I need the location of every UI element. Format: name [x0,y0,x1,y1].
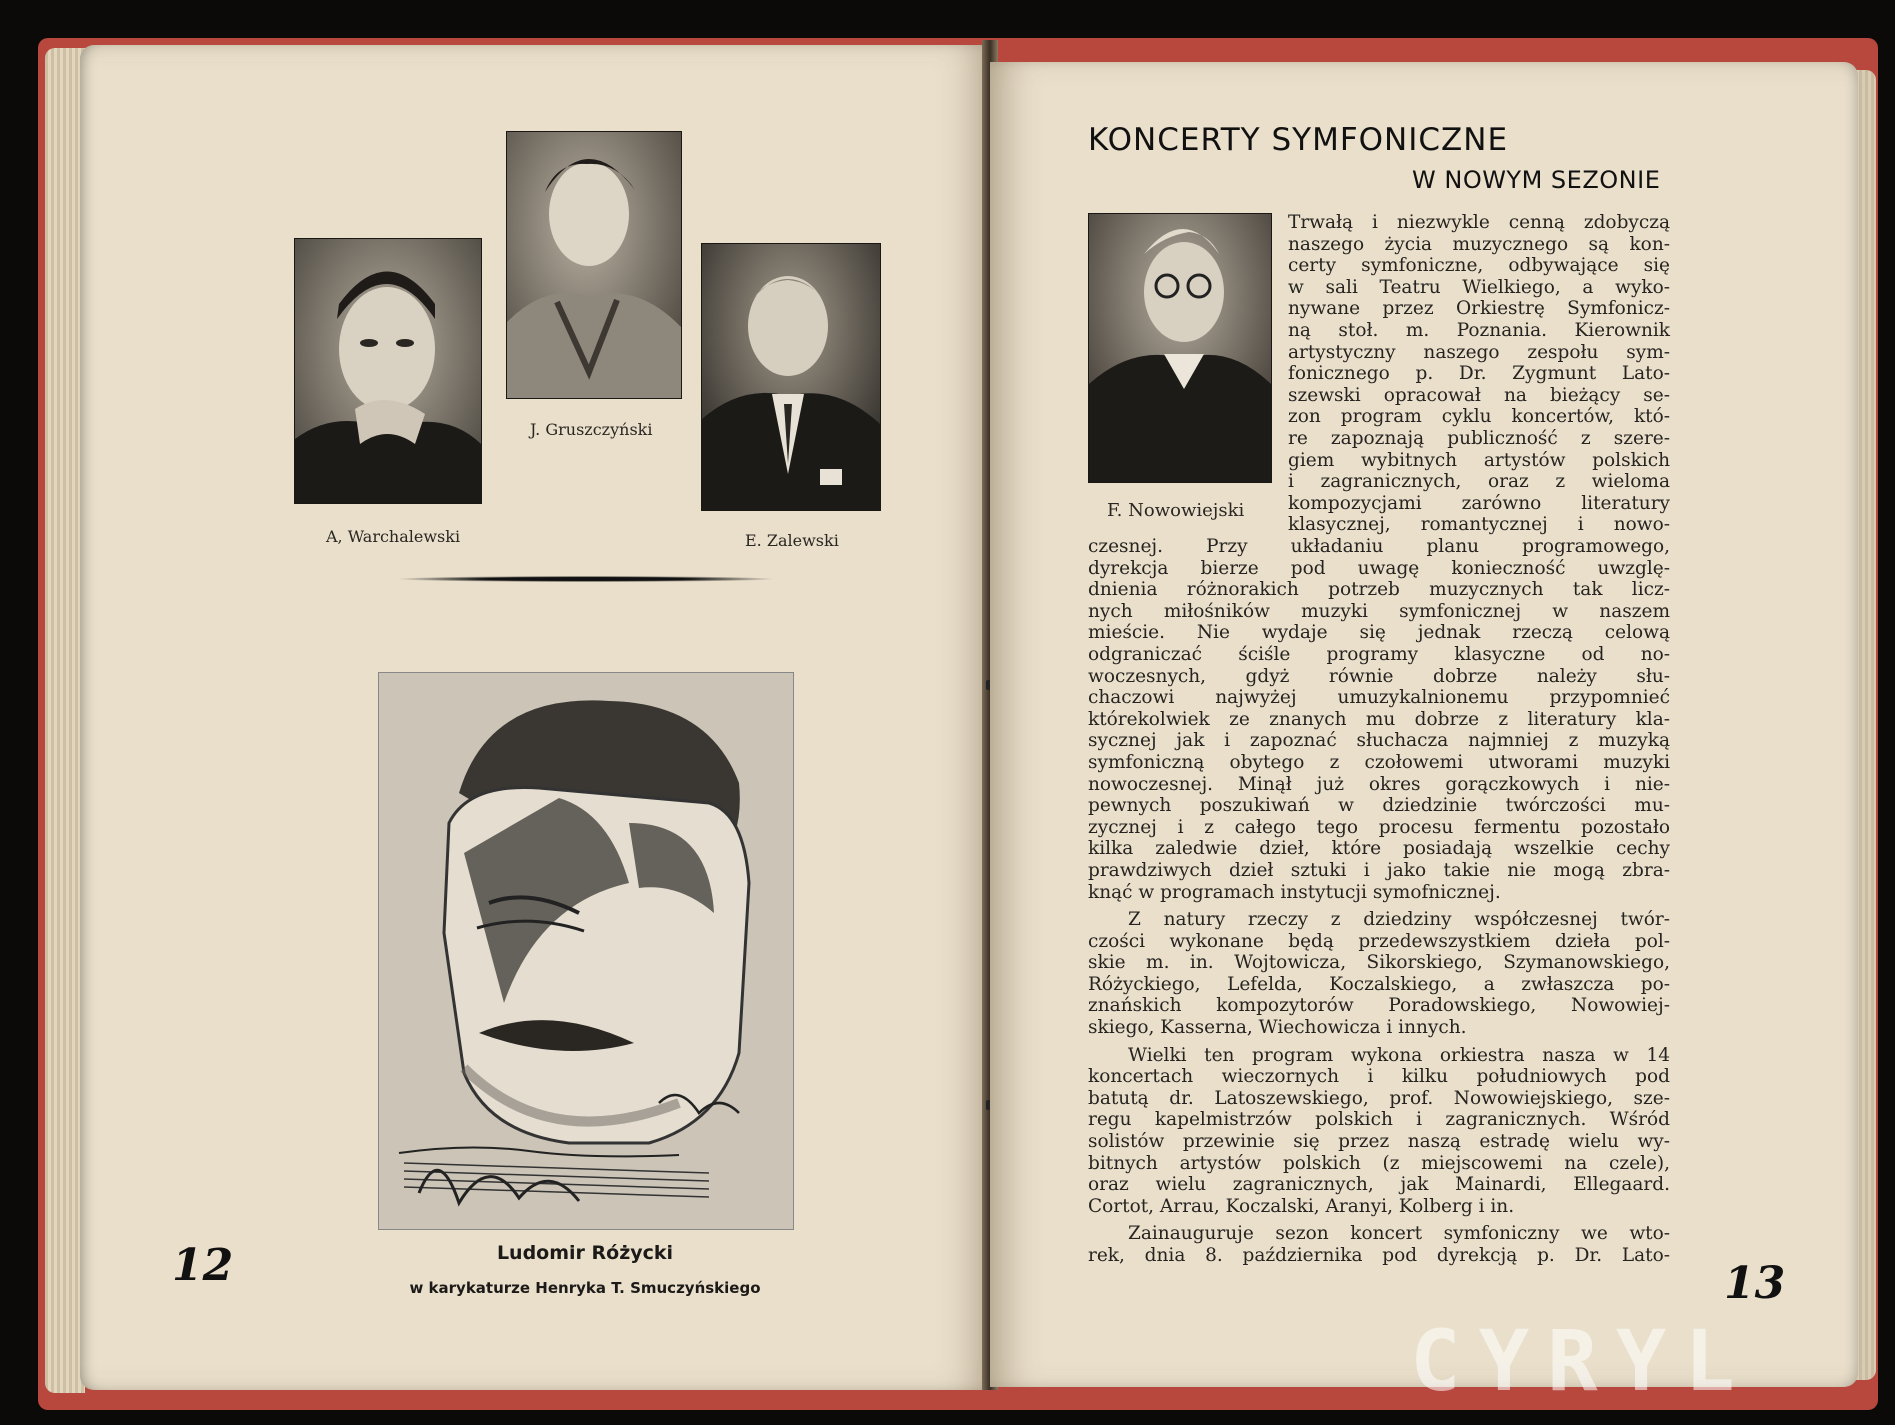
text-line: Wielki ten program wykona orkiestra nasza w 14 [1128,1044,1670,1066]
article-title: KONCERTY SYMFONICZNE [1088,122,1509,158]
text-line: symfoniczną obytego z czołowemi utworami muzyki [1088,751,1670,773]
text-line: którekolwiek ze znanych mu dobrze z literatury kla- [1088,708,1670,730]
text-line: koncertach wieczornych i kilku południowych pod [1088,1066,1670,1088]
text-line: chaczowi najwyżej umuzykalnionemu przypomnieć [1088,687,1670,709]
caption-gruszczynski: J. Gruszczyński [530,420,653,439]
page-number-left: 12 [172,1240,234,1291]
page-number-right: 13 [1724,1258,1786,1309]
text-line: sycznej jak i zapoznać słuchacza najmniej z muzyką [1088,730,1670,752]
text-line: batutą dr. Latoszewskiego, prof. Nowowiejskiego, sze- [1088,1087,1670,1109]
text-line: nywane przez Orkiestrę Symfonicz- [1288,298,1670,320]
text-line: regu kapelmistrzów polskich i zagranicznych. Wśród [1088,1109,1670,1131]
photo-nowowiejski [1088,213,1272,483]
text-line: re zapoznają publiczność z szere- [1288,427,1670,449]
caricature-caption-name: Ludomir Różycki [496,1242,674,1264]
article-subtitle: W NOWYM SEZONIE [1412,166,1661,194]
text-line: w sali Teatru Wielkiego, a wyko- [1288,276,1670,298]
text-line: naszego życia muzycznego są kon- [1288,233,1670,255]
photo-zalewski [701,243,881,511]
text-line: Zainauguruje sezon koncert symfoniczny we wto- [1128,1223,1670,1245]
text-line: knąć w programach instytucji symofnicznej. [1088,881,1501,903]
watermark: CYRYL [1410,1312,1753,1410]
text-line: czości wykonane będą przedewszystkiem dzieła pol- [1088,930,1670,952]
text-line: certy symfoniczne, odbywające się [1288,255,1670,277]
text-line: artystyczny naszego zespołu sym- [1288,341,1670,363]
text-line: bitnych artystów polskich (z miejscowemi na czele), [1088,1152,1670,1174]
caption-warchalewski: A, Warchalewski [326,527,461,546]
text-line: szewski opracował na bieżący se- [1288,384,1670,406]
text-line: Trwałą i niezwykle cenną zdobyczą [1288,212,1670,233]
text-line: fonicznego p. Dr. Zygmunt Lato- [1288,363,1670,385]
text-line: zycznej i z całego tego procesu fermentu pozostało [1088,816,1670,838]
text-line: mieście. Nie wydaje się jednak rzeczą celową [1088,622,1670,644]
text-line: solistów przewinie się przez naszą estradę wielu wy- [1088,1131,1670,1153]
text-line: i zagranicznych, oraz z wieloma [1288,471,1670,493]
text-line: woczesnych, gdyż równie dobrze należy słu- [1088,665,1670,687]
article-column-text [1288,212,1670,536]
text-line: klasycznej, romantycznej i nowo- [1288,514,1670,536]
text-line: kilka zaledwie dzieł, które posiadają wszelkie cechy [1088,838,1670,860]
text-line: Cortot, Arrau, Koczalski, Aranyi, Kolberg i in. [1088,1195,1515,1217]
text-line: Z natury rzeczy z dziedziny współczesnej twór- [1128,909,1670,931]
photo-warchalewski [294,238,482,504]
text-line: skie m. in. Wojtowicza, Sikorskiego, Szymanowskiego, [1088,952,1670,974]
text-line: odgraniczać ściśle programy klasyczne od no- [1088,643,1670,665]
photo-gruszczynski [506,131,682,399]
article-body-text [1088,536,1670,1267]
caption-nowowiejski: F. Nowowiejski [1107,500,1245,521]
text-line: znańskich kompozytorów Poradowskiego, Nowowiej- [1088,995,1670,1017]
text-line: skiego, Kasserna, Wiechowicza i innych. [1088,1017,1467,1039]
text-line: czesnej. Przy układaniu planu programowego, [1088,536,1670,557]
text-line: ną stoł. m. Poznania. Kierownik [1288,319,1670,341]
text-line: pewnych poszukiwań w dziedzinie twórczości mu- [1088,795,1670,817]
text-line: giem wybitnych artystów polskich [1288,449,1670,471]
text-line: Różyckiego, Lefelda, Koczalskiego, a zwłaszcza po- [1088,973,1670,995]
text-line: zon program cyklu koncertów, któ- [1288,406,1670,428]
text-line: kompozycjami zarówno literatury [1288,492,1670,514]
caricature-rozycki [378,672,794,1230]
left-page-edges [45,48,85,1393]
text-line: dnienia różnorakich potrzeb muzycznych tak licz- [1088,579,1670,601]
caricature-caption-sub: w karykaturze Henryka T. Smuczyńskiego [409,1279,761,1297]
text-line: prawdziwych dzieł sztuki i jako takie nie mogą zbra- [1088,859,1670,881]
decorative-rule [400,576,772,582]
text-line: dyrekcja bierze pod uwagę konieczność uwzglę- [1088,557,1670,579]
text-line: nych miłośników muzyki symfonicznej w naszem [1088,600,1670,622]
caption-zalewski: E. Zalewski [745,531,839,550]
text-line: rek, dnia 8. października pod dyrekcją p. Dr. Lato- [1088,1245,1670,1266]
text-line: oraz wielu zagranicznych, jak Mainardi, Ellegaard. [1088,1174,1670,1196]
text-line: nowoczesnej. Minął już okres gorączkowych i nie- [1088,773,1670,795]
